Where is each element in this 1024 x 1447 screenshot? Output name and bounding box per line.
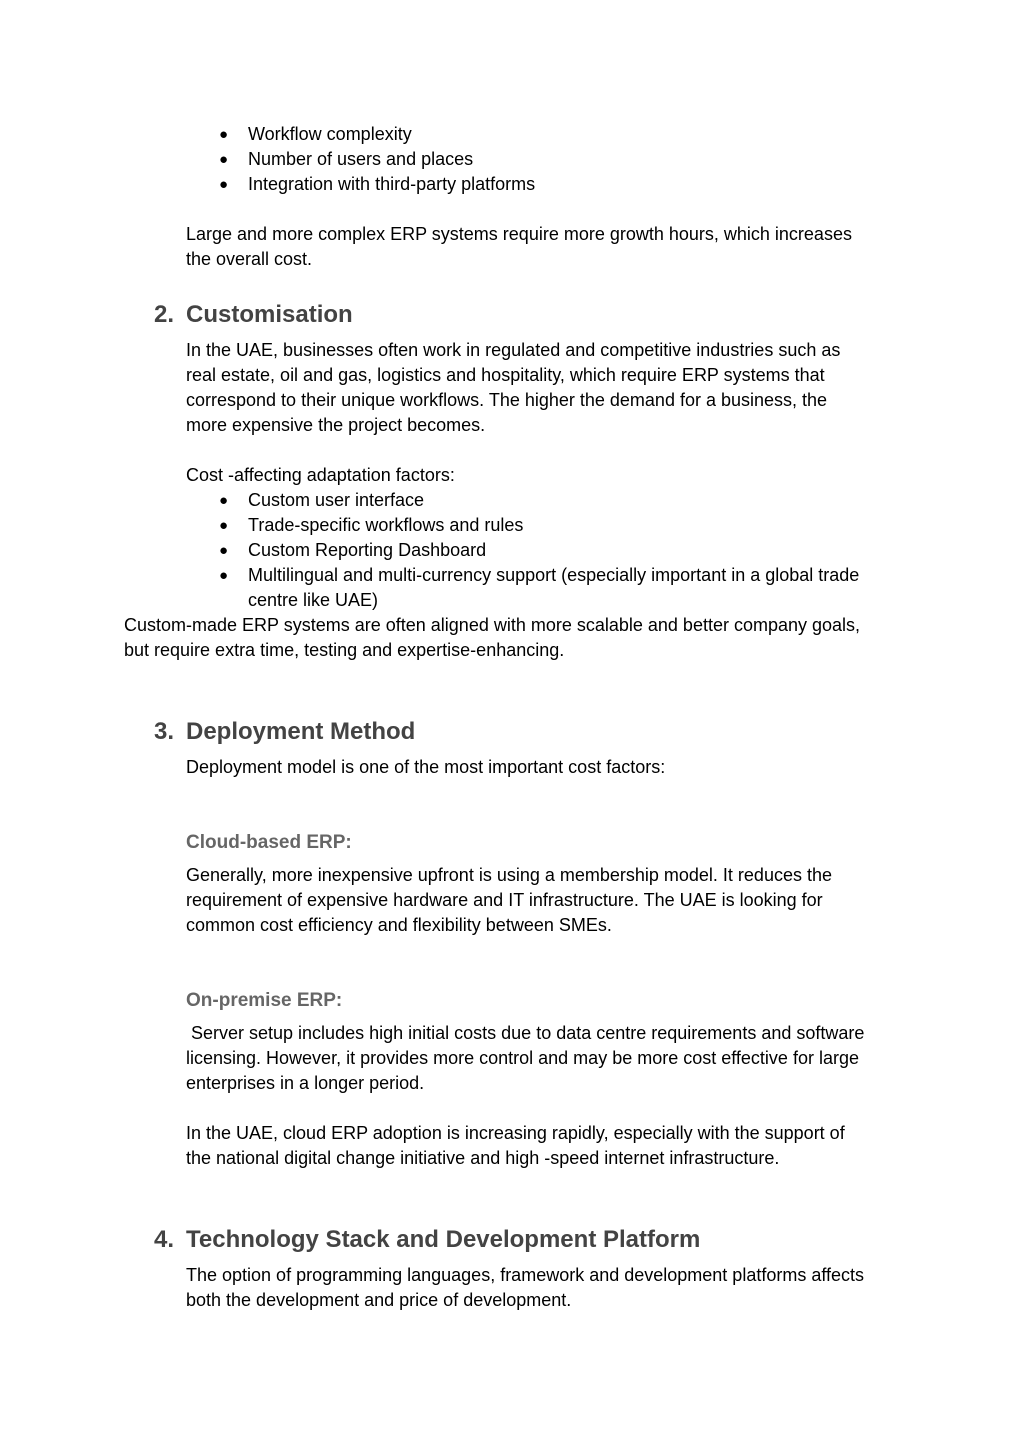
list-item: Custom Reporting Dashboard <box>248 540 487 560</box>
section-number: 2. <box>154 301 175 328</box>
paragraph-line: common cost efficiency and flexibility between SMEs. <box>186 915 612 935</box>
bullet-icon: ● <box>219 567 229 584</box>
bullet-icon: ● <box>219 126 229 143</box>
paragraph-line: Deployment model is one of the most important cost factors: <box>186 757 666 777</box>
list-item: Workflow complexity <box>248 124 412 144</box>
list-item: Multilingual and multi-currency support (especially important in a global trade <box>248 565 860 585</box>
section-number: 4. <box>154 1226 175 1253</box>
paragraph-line: Server setup includes high initial costs due to data centre requirements and software <box>186 1023 865 1043</box>
subsection-heading: On-premise ERP: <box>186 990 343 1011</box>
bullet-icon: ● <box>219 492 229 509</box>
paragraph-line: more expensive the project becomes. <box>186 415 486 435</box>
paragraph-line: both the development and price of development. <box>186 1290 572 1310</box>
paragraph-line: In the UAE, businesses often work in regulated and competitive industries such as <box>186 340 841 360</box>
section-heading: Deployment Method <box>186 718 416 745</box>
paragraph-line: Custom-made ERP systems are often aligned with more scalable and better company goals, <box>124 615 861 635</box>
bullet-icon: ● <box>219 151 229 168</box>
section-heading: Customisation <box>186 301 353 328</box>
subsection-heading: Cloud-based ERP: <box>186 832 352 853</box>
paragraph-line: Large and more complex ERP systems require more growth hours, which increases <box>186 224 852 244</box>
list-item: Integration with third-party platforms <box>248 174 536 194</box>
list-item-continuation: centre like UAE) <box>248 590 379 610</box>
paragraph-line: requirement of expensive hardware and IT infrastructure. The UAE is looking for <box>186 890 823 910</box>
paragraph-line: licensing. However, it provides more control and may be more cost effective for large <box>186 1048 859 1068</box>
paragraph-line: enterprises in a longer period. <box>186 1073 425 1093</box>
paragraph-line: correspond to their unique workflows. The higher the demand for a business, the <box>186 390 828 410</box>
paragraph-line: the overall cost. <box>186 249 313 269</box>
bullet-icon: ● <box>219 542 229 559</box>
list-item: Custom user interface <box>248 490 425 510</box>
paragraph-line: the national digital change initiative and high -speed internet infrastructure. <box>186 1148 780 1168</box>
paragraph-line: In the UAE, cloud ERP adoption is increasing rapidly, especially with the support of <box>186 1123 845 1143</box>
paragraph-line: but require extra time, testing and expertise-enhancing. <box>124 640 565 660</box>
paragraph-line: real estate, oil and gas, logistics and hospitality, which require ERP systems that <box>186 365 825 385</box>
section-heading: Technology Stack and Development Platform <box>186 1226 701 1253</box>
bullet-icon: ● <box>219 517 229 534</box>
bullet-icon: ● <box>219 176 229 193</box>
factors-label: Cost -affecting adaptation factors: <box>186 465 455 485</box>
section-number: 3. <box>154 718 175 745</box>
list-item: Number of users and places <box>248 149 474 169</box>
list-item: Trade-specific workflows and rules <box>248 515 524 535</box>
paragraph-line: The option of programming languages, framework and development platforms affects <box>186 1265 865 1285</box>
paragraph-line: Generally, more inexpensive upfront is using a membership model. It reduces the <box>186 865 832 885</box>
